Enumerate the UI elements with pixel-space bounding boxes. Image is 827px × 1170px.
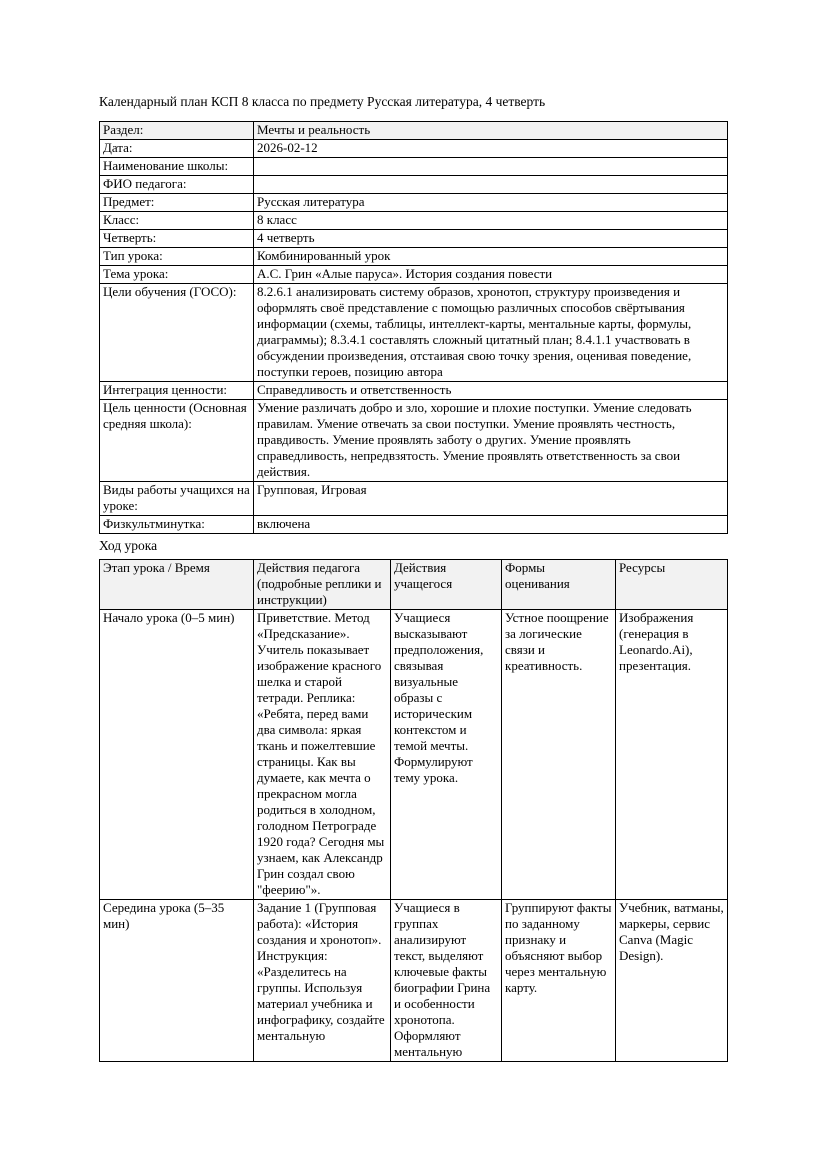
field-value: 8 класс [254, 212, 728, 230]
field-label: ФИО педагога: [100, 176, 254, 194]
teacher-actions-cell: Приветствие. Метод «Предсказание». Учитель показывает изображение красного шелка и старой тетради. Реплика: «Ребята, перед вами два символа: яркая ткань и пожелтевшие страницы. Как вы думаете, как мечта о прекрасном могла родиться в холодном, голодном Петрограде 1920 года? Сегодня мы узнаем, как Александр Грин создал свою "феерию"». [254, 610, 391, 900]
table-row [100, 230, 728, 248]
field-value: Групповая, Игровая [254, 482, 728, 516]
table-row [100, 158, 728, 176]
field-label: Виды работы учащихся на уроке: [100, 482, 254, 516]
field-label: Физкультминутка: [100, 516, 254, 534]
field-label: Тип урока: [100, 248, 254, 266]
field-value [254, 158, 728, 176]
field-label: Класс: [100, 212, 254, 230]
column-header-stage: Этап урока / Время [100, 560, 254, 610]
field-value: 8.2.6.1 анализировать систему образов, хронотоп, структуру произведения и оформлять своё представление с помощью различных способов свёртывания информации (схемы, таблицы, интеллект-карты, ментальные карты, формулы, диаграммы); 8.3.4.1 составлять сложный цитатный план; 8.4.1.1 участвовать в обсуждении произведения, отстаивая свою точку зрения, оценивая поведение, поступки героев, позицию автора [254, 284, 728, 382]
table-row [100, 284, 728, 382]
student-actions-cell: Учащиеся высказывают предположения, связывая визуальные образы с историческим контекстом и темой мечты. Формулируют тему урока. [391, 610, 502, 900]
resources-cell: Учебник, ватманы, маркеры, сервис Canva (Magic Design). [616, 900, 728, 1062]
lesson-stage-row [100, 900, 728, 1062]
field-label: Цели обучения (ГОСО): [100, 284, 254, 382]
lesson-plan-table [99, 559, 728, 1062]
field-label: Предмет: [100, 194, 254, 212]
field-value: Мечты и реальность [254, 122, 728, 140]
section-heading: Ход урока [99, 538, 158, 553]
column-header-student-actions: Действия учащегося [391, 560, 502, 610]
field-value: 2026-02-12 [254, 140, 728, 158]
field-value: А.С. Грин «Алые паруса». История создания повести [254, 266, 728, 284]
lesson-info-table [99, 121, 728, 534]
stage-cell: Середина урока (5–35 мин) [100, 900, 254, 1062]
field-label: Четверть: [100, 230, 254, 248]
field-value: Комбинированный урок [254, 248, 728, 266]
field-value: Русская литература [254, 194, 728, 212]
field-label: Раздел: [100, 122, 254, 140]
field-label: Цель ценности (Основная средняя школа): [100, 400, 254, 482]
table-row [100, 266, 728, 284]
table-row [100, 122, 728, 140]
column-header-teacher-actions: Действия педагога (подробные реплики и инструкции) [254, 560, 391, 610]
field-value: включена [254, 516, 728, 534]
field-label: Интеграция ценности: [100, 382, 254, 400]
teacher-actions-cell: Задание 1 (Групповая работа): «История создания и хронотоп». Инструкция: «Разделитесь на группы. Используя материал учебника и инфографику, создайте ментальную [254, 900, 391, 1062]
field-label: Наименование школы: [100, 158, 254, 176]
assessment-cell: Группируют факты по заданному признаку и объясняют выбор через ментальную карту. [502, 900, 616, 1062]
table-row [100, 248, 728, 266]
lesson-stage-row [100, 610, 728, 900]
field-value: 4 четверть [254, 230, 728, 248]
header-row [100, 560, 728, 610]
column-header-assessment: Формы оценивания [502, 560, 616, 610]
column-header-resources: Ресурсы [616, 560, 728, 610]
table-row [100, 400, 728, 482]
table-row [100, 212, 728, 230]
field-value: Умение различать добро и зло, хорошие и плохие поступки. Умение следовать правилам. Умение отвечать за свои поступки. Умение проявлять честность, правдивость. Умение проявлять заботу о других. Умение проявлять справедливость, непредвзятость. Умение проявлять ответственность за свои действия. [254, 400, 728, 482]
page-title: Календарный план КСП 8 класса по предмету Русская литература, 4 четверть [99, 94, 546, 109]
field-value: Справедливость и ответственность [254, 382, 728, 400]
table-row [100, 194, 728, 212]
assessment-cell: Устное поощрение за логические связи и креативность. [502, 610, 616, 900]
table-row [100, 516, 728, 534]
table-row [100, 482, 728, 516]
stage-cell: Начало урока (0–5 мин) [100, 610, 254, 900]
resources-cell: Изображения (генерация в Leonardo.Ai), презентация. [616, 610, 728, 900]
field-label: Дата: [100, 140, 254, 158]
field-value [254, 176, 728, 194]
table-row [100, 382, 728, 400]
table-row [100, 140, 728, 158]
table-row [100, 176, 728, 194]
field-label: Тема урока: [100, 266, 254, 284]
student-actions-cell: Учащиеся в группах анализируют текст, выделяют ключевые факты биографии Грина и особенности хронотопа. Оформляют ментальную [391, 900, 502, 1062]
